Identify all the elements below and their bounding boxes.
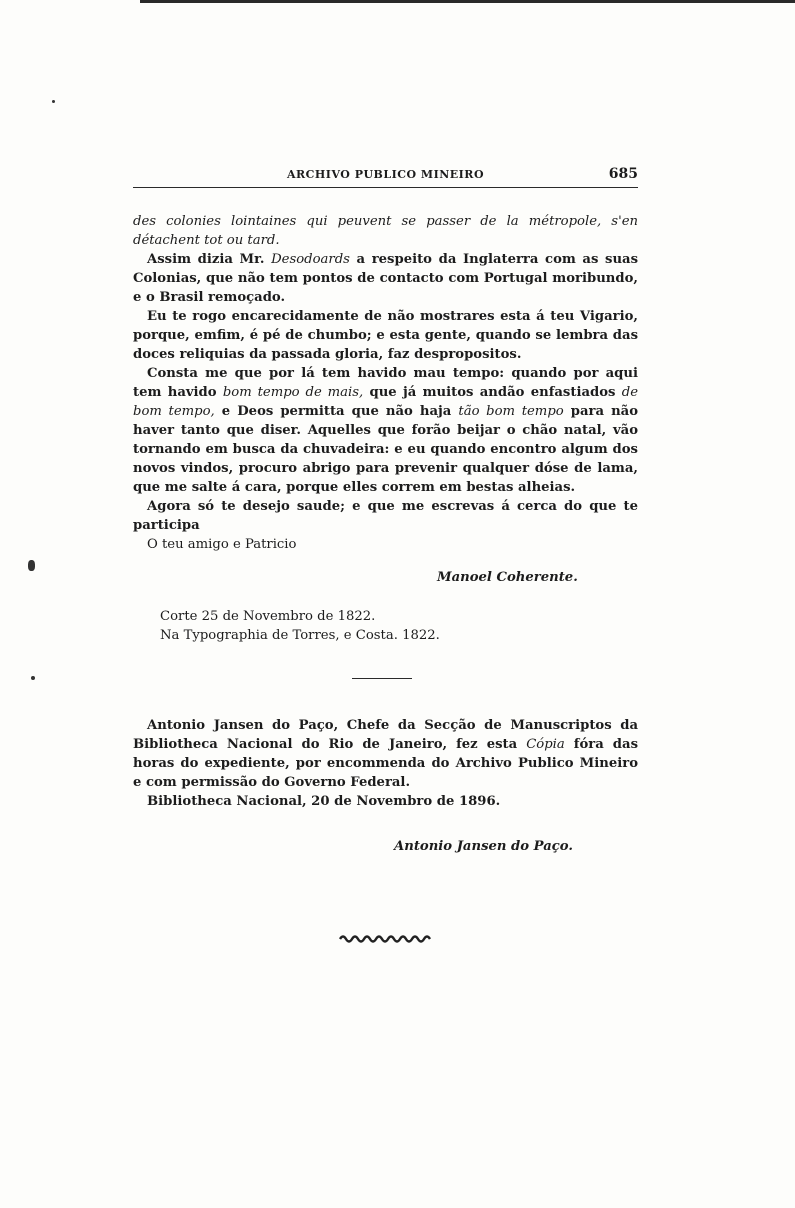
author-name: Desodoards: [271, 252, 350, 267]
letter-signature: Manoel Coherente.: [437, 570, 578, 585]
certification-block: [133, 716, 638, 811]
date-line: Corte 25 de Novembro de 1822.: [160, 609, 376, 624]
letter-body: [133, 212, 638, 554]
running-header: [133, 166, 638, 186]
paragraph: Consta me que por lá tem havido mau tempo: quando por aqui tem havido bom tempo de mais, que já muitos andão enfastiados de bom tempo, e Deos permitta que não haja tão bom tempo para não haver tanto que diser. Aquelles que forão beijar o chão natal, vão tornando em busca da chuvadeira: e eu quando encontro algum dos novos vindos, procuro abrigo para prevenir qualquer dóse de lama, que me salte á cara, porque elles correm em bestas alheias.: [133, 366, 639, 495]
closing-line: O teu amigo e Patricio: [147, 537, 297, 552]
header-rule: [133, 187, 638, 188]
margin-speck: [31, 676, 35, 680]
wavy-ornament: [338, 932, 434, 946]
paragraph: Eu te rogo encarecidamente de não mostrares esta á teu Vigario, porque, emfim, é pé de chumbo; e esta gente, quando se lembra das doces reliquias da passada gloria, faz despropositos.: [133, 309, 638, 362]
paragraph: Agora só te desejo saude; e que me escrevas á cerca do que te participa: [133, 499, 638, 533]
margin-speck: [28, 560, 35, 571]
certification-paragraph: Antonio Jansen do Paço, Chefe da Secção de Manuscriptos da Bibliotheca Nacional do Rio de Janeiro, fez esta Cópia fóra das horas do expediente, por encommenda do Archivo Publico Mineiro e com permissão do Governo Federal.: [133, 718, 638, 790]
paragraph: Assim dizia Mr. Desodoards a respeito da Inglaterra com as suas Colonias, que não tem pontos de contacto com Portugal moribundo, e o Brasil remoçado.: [133, 252, 638, 305]
printer-line: Na Typographia de Torres, e Costa. 1822.: [160, 628, 440, 643]
page-top-edge: [140, 0, 795, 3]
margin-speck: [52, 100, 55, 103]
section-divider: [352, 678, 412, 679]
page-number: 685: [608, 166, 638, 182]
french-quote-paragraph: des colonies lointaines qui peuvent se passer de la métropole, s'en détachent tot ou tard.: [133, 214, 638, 248]
running-title: ARCHIVO PUBLICO MINEIRO: [286, 168, 485, 181]
certification-signature: Antonio Jansen do Paço.: [394, 839, 573, 854]
place-date-line: Bibliotheca Nacional, 20 de Novembro de 1896.: [147, 794, 501, 809]
